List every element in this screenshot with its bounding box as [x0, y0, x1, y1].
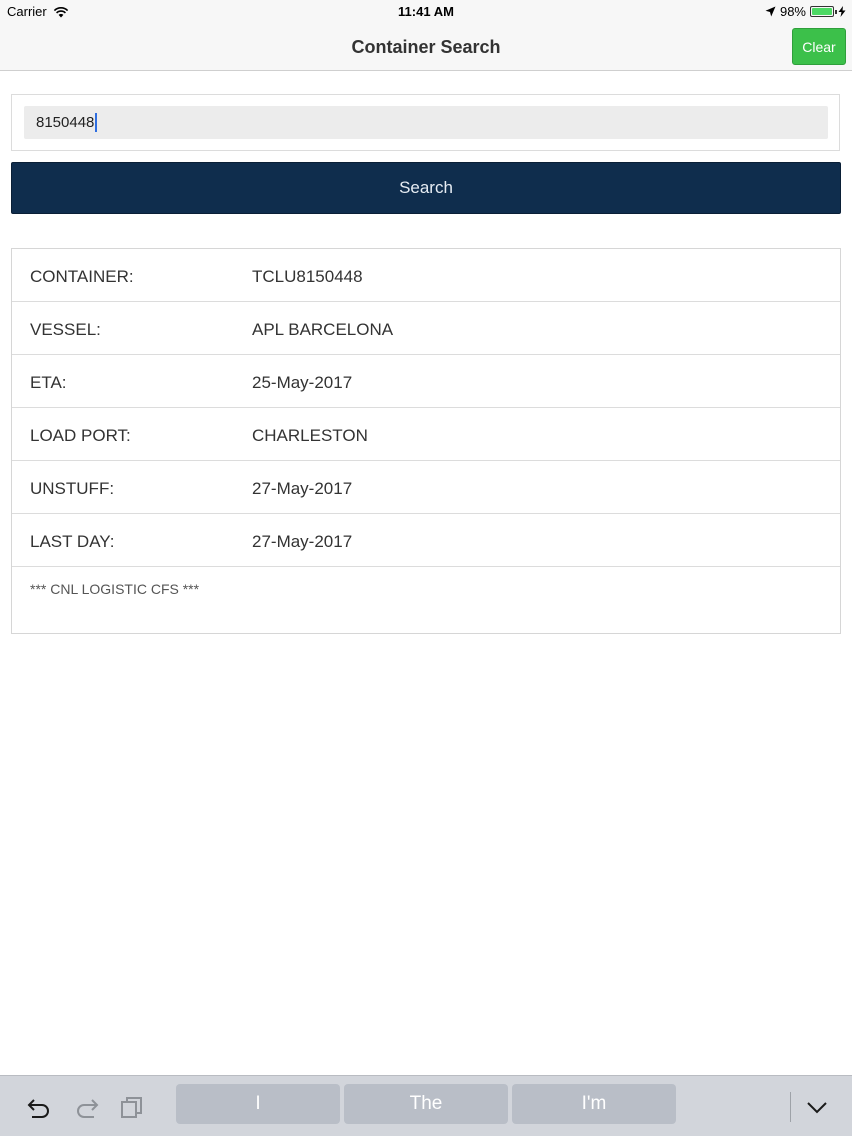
search-panel [11, 94, 840, 151]
navigation-bar [0, 24, 852, 71]
text-caret [95, 113, 97, 132]
result-label: LOAD PORT: [30, 426, 131, 445]
paste-icon[interactable] [118, 1093, 146, 1121]
result-row-load-port [12, 408, 840, 461]
result-row-last-day [12, 514, 840, 567]
result-label: UNSTUFF: [30, 479, 115, 498]
undo-icon[interactable] [25, 1093, 53, 1121]
battery-fill [812, 8, 832, 15]
redo-icon[interactable] [73, 1093, 101, 1121]
container-search-input[interactable] [24, 106, 828, 139]
location-arrow-icon [765, 6, 776, 17]
result-value: 25-May-2017 [252, 373, 353, 392]
clear-button[interactable]: Clear [792, 28, 846, 65]
status-bar [0, 0, 852, 24]
keyboard-shortcut-bar [0, 1075, 852, 1136]
result-value: APL BARCELONA [252, 320, 394, 339]
result-value: CHARLESTON [252, 426, 368, 445]
result-label: ETA: [30, 373, 67, 392]
result-value: 27-May-2017 [252, 479, 353, 498]
search-input-value: 8150448 [36, 114, 95, 131]
status-right [765, 4, 846, 19]
result-label: LAST DAY: [30, 532, 115, 551]
result-label: VESSEL: [30, 320, 101, 339]
suggestion-3[interactable]: I'm [512, 1084, 676, 1124]
result-label: CONTAINER: [30, 267, 134, 286]
page-title: Container Search [351, 37, 501, 57]
charging-bolt-icon [838, 6, 846, 17]
keyboard-divider [790, 1092, 791, 1122]
result-value: TCLU8150448 [252, 267, 363, 286]
result-row-vessel [12, 302, 840, 355]
results-footer-note: *** CNL LOGISTIC CFS *** [30, 581, 200, 597]
chevron-down-icon[interactable] [803, 1093, 831, 1121]
result-row-eta [12, 355, 840, 408]
battery-tip [835, 10, 837, 14]
results-panel [11, 248, 841, 634]
result-row-unstuff [12, 461, 840, 514]
battery-percent: 98% [779, 4, 806, 19]
suggestion-2[interactable]: The [344, 1084, 508, 1124]
battery-icon [810, 6, 834, 17]
suggestion-1[interactable]: I [176, 1084, 340, 1124]
status-time: 11:41 AM [398, 4, 454, 19]
result-row-container [12, 249, 840, 302]
search-button[interactable]: Search [11, 162, 841, 214]
result-value: 27-May-2017 [252, 532, 353, 551]
carrier-label: Carrier [7, 4, 47, 19]
